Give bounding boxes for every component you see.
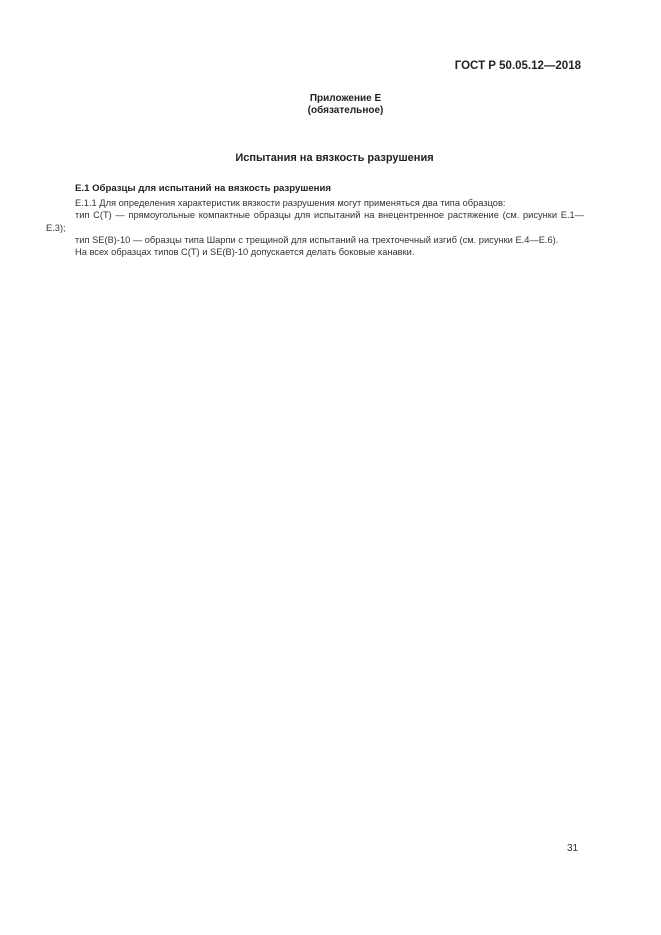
standard-code: ГОСТ Р 50.05.12—2018 xyxy=(454,60,581,72)
section-heading: Е.1 Образцы для испытаний на вязкость разрушения xyxy=(75,183,331,194)
paragraph: Е.1.1 Для определения характеристик вязкости разрушения могут применяться два типа образцов: xyxy=(75,198,506,209)
paragraph: тип SE(B)-10 — образцы типа Шарпи с трещиной для испытаний на трехточечный изгиб (см. рисунки Е.4—Е.6). xyxy=(75,234,559,245)
section-body xyxy=(46,183,584,258)
annex-heading xyxy=(0,93,661,117)
page-title: Испытания на вязкость разрушения xyxy=(235,152,434,164)
page-number: 31 xyxy=(567,843,579,854)
annex-label: Приложение Е xyxy=(309,93,382,104)
paragraph: На всех образцах типов С(Т) и SE(B)-10 допускается делать боковые канавки. xyxy=(75,247,415,258)
paragraph: тип С(Т) — прямоугольные компактные образцы для испытаний на внецентренное растяжение (см. рисунки Е.1—Е.3); xyxy=(46,210,584,233)
annex-status: (обязательное) xyxy=(307,105,384,116)
